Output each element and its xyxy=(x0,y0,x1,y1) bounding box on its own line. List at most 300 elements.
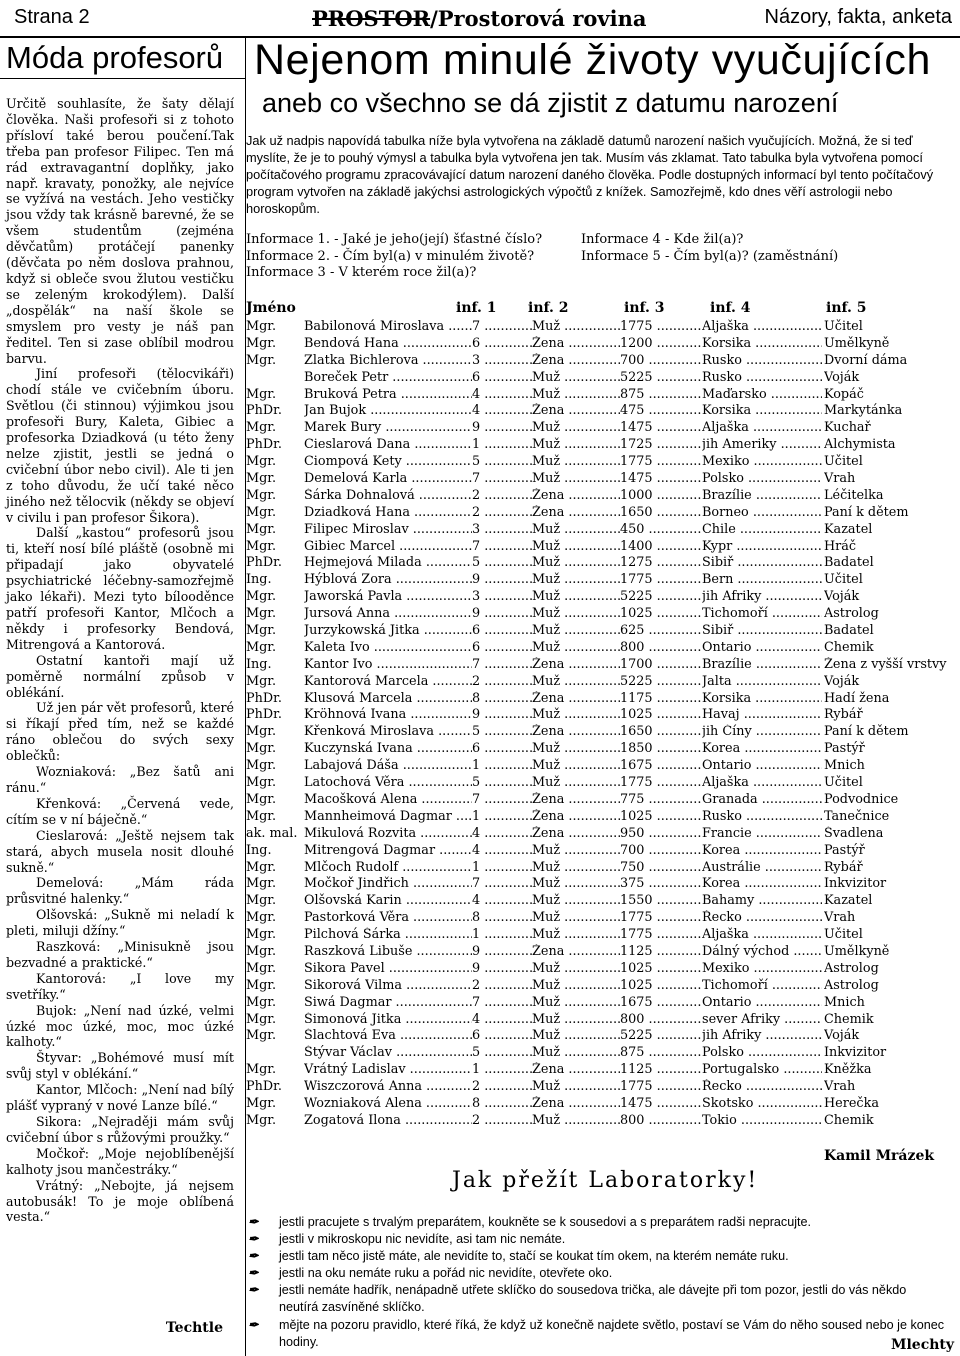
title-cell: Mgr. xyxy=(246,1095,277,1111)
header-inf5: inf. 5 xyxy=(826,300,867,316)
year-cell: 5225 ..... xyxy=(620,370,702,387)
table-row xyxy=(246,961,958,978)
place-cell: jih Afriky ..... xyxy=(702,1028,822,1045)
year-cell: 1725 ..... xyxy=(620,437,702,454)
place-cell: Portugalsko ..... xyxy=(702,1062,822,1079)
title-cell: Mgr. xyxy=(246,775,277,791)
title-cell: Mgr. xyxy=(246,335,277,351)
past-life-cell: Muž ..... xyxy=(532,640,620,657)
occupation-cell: Badatel xyxy=(824,555,874,571)
occupation-cell: Vrah xyxy=(824,910,856,926)
table-row xyxy=(246,555,958,572)
place-cell: Sibiř ..... xyxy=(702,555,822,572)
title-cell: Ing. xyxy=(246,572,272,588)
occupation-cell: Markytánka xyxy=(824,403,903,419)
left-paragraph: Močkoř: „Moje nejoblíbenější kalhoty jsou mančestráky.“ xyxy=(6,1145,234,1177)
occupation-cell: Paní k dětem xyxy=(824,504,909,520)
year-cell: 1025 ..... xyxy=(620,978,702,995)
table-row xyxy=(246,420,958,437)
name-cell: Pilchová Šárka ..... xyxy=(304,927,472,944)
lab-tip-text: jestli tam něco jistě máte, ale nevidíte to, stačí se koukat tím okem, na kterém nemáte ruku. xyxy=(279,1249,789,1264)
place-cell: jih Afriky ..... xyxy=(702,589,822,606)
place-cell: Korea ..... xyxy=(702,741,822,758)
lucky-number-cell: 4 ..... xyxy=(472,843,532,860)
lucky-number-cell: 2 ..... xyxy=(472,674,532,691)
name-cell: Bruková Petra ..... xyxy=(304,387,472,404)
title-cell: PhDr. xyxy=(246,1079,282,1095)
lucky-number-cell: 6 ..... xyxy=(472,741,532,758)
title-cell: Mgr. xyxy=(246,521,277,537)
place-cell: Mexiko ..... xyxy=(702,961,822,978)
past-life-cell: Žena ..... xyxy=(532,724,620,741)
year-cell: 1775 ..... xyxy=(620,927,702,944)
title-cell: Mgr. xyxy=(246,454,277,470)
table-row xyxy=(246,978,958,995)
past-life-cell: Muž ..... xyxy=(532,572,620,589)
lucky-number-cell: 2 ..... xyxy=(472,978,532,995)
table-row xyxy=(246,1012,958,1029)
name-cell: Babilonová Miroslava ..... xyxy=(304,319,472,336)
title-cell: ak. mal. xyxy=(246,825,298,841)
occupation-cell: Mnich xyxy=(824,758,865,774)
table-row xyxy=(246,387,958,404)
name-cell: Jurzykowská Jitka ..... xyxy=(304,623,472,640)
occupation-cell: Pastýř xyxy=(824,842,865,858)
title-cell: Mgr. xyxy=(246,1011,277,1027)
lab-tip-text: mějte na pozoru pravidlo, které říká, že když už konečně najdete světlo, postaví se Vám do něho soused nebo je konec hodiny. xyxy=(279,1317,945,1349)
year-cell: 950 ..... xyxy=(620,826,702,843)
place-cell: Ontario ..... xyxy=(702,995,822,1012)
occupation-cell: Paní k dětem xyxy=(824,724,909,740)
title-cell: PhDr. xyxy=(246,555,282,571)
year-cell: 1025 ..... xyxy=(620,707,702,724)
occupation-cell: Hadí žena xyxy=(824,690,890,706)
past-life-cell: Žena ..... xyxy=(532,403,620,420)
past-life-cell: Muž ..... xyxy=(532,927,620,944)
name-cell: Ciompová Kety ..... xyxy=(304,454,472,471)
name-cell: Křenková Miroslava ..... xyxy=(304,724,472,741)
year-cell: 625 ..... xyxy=(620,623,702,640)
left-paragraph: Wozniaková: „Bez šatů ani ránu.“ xyxy=(6,764,234,795)
left-paragraph: Cieslarová: „Ještě nejsem tak stará, abych musela nosit dlouhé sukně.“ xyxy=(6,827,234,875)
occupation-cell: Chemik xyxy=(824,1011,874,1027)
left-paragraph: Ostatní kantoři mají už poměrně normální způsob v oblékání. xyxy=(6,652,234,700)
lucky-number-cell: 3 ..... xyxy=(472,522,532,539)
past-life-cell: Muž ..... xyxy=(532,995,620,1012)
left-title-divider xyxy=(0,78,245,79)
name-cell: Olšovská Karin ..... xyxy=(304,893,472,910)
title-cell: Mgr. xyxy=(246,1112,277,1128)
name-cell: Jan Bujok ..... xyxy=(304,403,472,420)
past-life-cell: Muž ..... xyxy=(532,522,620,539)
title-cell: Mgr. xyxy=(246,639,277,655)
occupation-cell: Kuchař xyxy=(824,420,871,436)
place-cell: Mexiko ..... xyxy=(702,454,822,471)
name-cell: Kaleta Ivo ..... xyxy=(304,640,472,657)
title-cell: Mgr. xyxy=(246,910,277,926)
year-cell: 475 ..... xyxy=(620,403,702,420)
place-cell: Sibiř ..... xyxy=(702,623,822,640)
occupation-cell: Kopáč xyxy=(824,386,864,402)
name-cell: Siwá Dagmar ..... xyxy=(304,995,472,1012)
past-life-cell: Muž ..... xyxy=(532,775,620,792)
title-cell: Mgr. xyxy=(246,994,277,1010)
occupation-cell: Učitel xyxy=(824,775,863,791)
occupation-cell: Rybář xyxy=(824,859,863,875)
year-cell: 1775 ..... xyxy=(620,572,702,589)
lucky-number-cell: 9 ..... xyxy=(472,961,532,978)
lab-tip-item xyxy=(248,1265,948,1282)
table-row xyxy=(246,1113,958,1130)
place-cell: Aljaška ..... xyxy=(702,775,822,792)
past-life-cell: Žena ..... xyxy=(532,657,620,674)
place-cell: Borneo ..... xyxy=(702,505,822,522)
title-cell: Mgr. xyxy=(246,623,277,639)
occupation-cell: Kněžka xyxy=(824,1062,872,1078)
occupation-cell: Herečka xyxy=(824,1095,879,1111)
title-cell: Mgr. xyxy=(246,420,277,436)
title-cell: Mgr. xyxy=(246,876,277,892)
name-cell: Wiszczorová Anna ..... xyxy=(304,1079,472,1096)
past-life-cell: Muž ..... xyxy=(532,961,620,978)
name-cell: Jursová Anna ..... xyxy=(304,606,472,623)
past-life-cell: Muž ..... xyxy=(532,454,620,471)
lucky-number-cell: 4 ..... xyxy=(472,893,532,910)
table-row xyxy=(246,691,958,708)
title-cell: Mgr. xyxy=(246,606,277,622)
occupation-cell: Učitel xyxy=(824,927,863,943)
past-life-cell: Muž ..... xyxy=(532,910,620,927)
occupation-cell: Mnich xyxy=(824,994,865,1010)
occupation-cell: Astrolog xyxy=(824,977,879,993)
past-life-cell: Muž ..... xyxy=(532,860,620,877)
past-life-cell: Muž ..... xyxy=(532,623,620,640)
year-cell: 1025 ..... xyxy=(620,606,702,623)
teacher-table xyxy=(246,300,958,1130)
past-life-cell: Žena ..... xyxy=(532,505,620,522)
year-cell: 1025 ..... xyxy=(620,961,702,978)
year-cell: 5225 ..... xyxy=(620,674,702,691)
occupation-cell: Pastýř xyxy=(824,741,865,757)
title-cell: Mgr. xyxy=(246,673,277,689)
lab-tip-text: jestli na oku nemáte ruku a pořád nic nevidíte, otevřete oko. xyxy=(279,1266,613,1281)
lab-tip-item xyxy=(248,1317,948,1351)
lucky-number-cell: 6 ..... xyxy=(472,1028,532,1045)
lucky-number-cell: 1 ..... xyxy=(472,1062,532,1079)
past-life-cell: Žena ..... xyxy=(532,944,620,961)
info-legend-3: Informace 3 - V kterém roce žil(a)? xyxy=(246,265,477,280)
lucky-number-cell: 5 ..... xyxy=(472,775,532,792)
place-cell: Brazílie ..... xyxy=(702,657,822,674)
past-life-cell: Žena ..... xyxy=(532,826,620,843)
past-life-cell: Žena ..... xyxy=(532,691,620,708)
occupation-cell: Inkvizitor xyxy=(824,876,887,892)
name-cell: Dziadková Hana ..... xyxy=(304,505,472,522)
lucky-number-cell: 9 ..... xyxy=(472,606,532,623)
place-cell: Brazílie ..... xyxy=(702,488,822,505)
name-cell: Gibiec Marcel ..... xyxy=(304,539,472,556)
lucky-number-cell: 6 ..... xyxy=(472,370,532,387)
occupation-cell: Hráč xyxy=(824,538,857,554)
table-row xyxy=(246,589,958,606)
occupation-cell: Učitel xyxy=(824,319,863,334)
past-life-cell: Muž ..... xyxy=(532,606,620,623)
name-cell: Kantor Ivo ..... xyxy=(304,657,472,674)
main-article-title: Nejenom minulé životy vyučujících xyxy=(254,36,931,84)
occupation-cell: Učitel xyxy=(824,454,863,470)
lucky-number-cell: 2 ..... xyxy=(472,1079,532,1096)
struck-title: PROSTOR xyxy=(312,6,431,31)
left-paragraph: Další „kastou“ profesorů jsou ti, kteří nosí bílé pláště (osobně mi připadají jako obyvatelé psychiatrické léčebny-samozřejmě jako lékaři). Mezi tyto bílooděnce patří profesoři Kantor, Mlčoch a někdy i profesorky Bendová, Mitrengová a Kantorová. xyxy=(6,525,234,652)
table-row xyxy=(246,488,958,505)
name-cell: Cieslarová Dana ..... xyxy=(304,437,472,454)
past-life-cell: Žena ..... xyxy=(532,1062,620,1079)
lucky-number-cell: 1 ..... xyxy=(472,860,532,877)
name-cell: Šimonová Jitka ..... xyxy=(304,1012,472,1029)
table-row xyxy=(246,606,958,623)
name-cell: Hýblová Zora ..... xyxy=(304,572,472,589)
table-row xyxy=(246,1079,958,1096)
title-cell: Mgr. xyxy=(246,538,277,554)
left-paragraph: Kantorová: „I love my svetříky.“ xyxy=(6,970,234,1002)
past-life-cell: Muž ..... xyxy=(532,1045,620,1062)
title-cell: Mgr. xyxy=(246,758,277,774)
lucky-number-cell: 1 ..... xyxy=(472,927,532,944)
year-cell: 1775 ..... xyxy=(620,1079,702,1096)
table-row xyxy=(246,403,958,420)
year-cell: 1775 ..... xyxy=(620,910,702,927)
title-cell: Ing. xyxy=(246,656,272,672)
left-paragraph: Křenková: „Červená vede, cítím se v ní báječně.“ xyxy=(6,795,234,827)
title-cell: Mgr. xyxy=(246,859,277,875)
past-life-cell: Muž ..... xyxy=(532,758,620,775)
lab-tip-item xyxy=(248,1214,948,1231)
name-cell: Sikora Pavel ..... xyxy=(304,961,472,978)
name-cell: Kantorová Marcela ..... xyxy=(304,674,472,691)
left-paragraph: Už jen pár vět profesorů, které si říkají před tím, než se každé ráno oblečou do svých sexy oblečků: xyxy=(6,700,234,764)
table-row xyxy=(246,319,958,336)
year-cell: 1550 ..... xyxy=(620,893,702,910)
past-life-cell: Muž ..... xyxy=(532,555,620,572)
lucky-number-cell: 8 ..... xyxy=(472,691,532,708)
lucky-number-cell: 4 ..... xyxy=(472,387,532,404)
table-body xyxy=(246,319,958,1130)
year-cell: 1175 ..... xyxy=(620,691,702,708)
left-paragraph: Určitě souhlasíte, že šaty dělají člověka. Naši profesoři si z tohoto přísloví také berou poučení.Tak třeba pan profesor Filipec. Ten má rád extravagantní doplňky, jako např. kravaty, ponožky, ale nejvíce se vyžívá na vestách. Jeho vestičky jsou vždy tak krásně barevné, že se všem studentům (zejména děvčatům) protáčejí panenky (děvčata po něm doslova prahnou, když si obleče svou žlutou vestičku se zeleným krokodýlem). Další „dospělák“ na naší škole se smyslem pro vesty je náš pan ředitel. Ten si zase oblíbil modrou barvu. xyxy=(6,96,234,366)
lucky-number-cell: 7 ..... xyxy=(472,995,532,1012)
title-cell: Mgr. xyxy=(246,741,277,757)
lucky-number-cell: 6 ..... xyxy=(472,623,532,640)
past-life-cell: Muž ..... xyxy=(532,843,620,860)
place-cell: Rusko ..... xyxy=(702,370,822,387)
place-cell: Aljaška ..... xyxy=(702,927,822,944)
header-name: Jméno xyxy=(246,300,296,316)
occupation-cell: Umělkyně xyxy=(824,335,890,351)
lucky-number-cell: 7 ..... xyxy=(472,792,532,809)
left-article-body xyxy=(6,96,234,1225)
pen-nib-icon: ✒ xyxy=(248,1249,259,1264)
lab-article-signature: Mlechty xyxy=(890,1337,954,1353)
pen-nib-icon: ✒ xyxy=(248,1317,259,1332)
occupation-cell: Léčitelka xyxy=(824,487,884,503)
past-life-cell: Žena ..... xyxy=(532,336,620,353)
lucky-number-cell: 1 ..... xyxy=(472,809,532,826)
year-cell: 5225 ..... xyxy=(620,1028,702,1045)
title-cell: Mgr. xyxy=(246,943,277,959)
left-paragraph: Olšovská: „Sukně mi neladí k pleti, miluji džíny.“ xyxy=(6,907,234,939)
info-legend-1: Informace 1. - Jaké je jeho(její) šťastné číslo? xyxy=(246,232,543,247)
table-row xyxy=(246,707,958,724)
table-row xyxy=(246,471,958,488)
lucky-number-cell: 5 ..... xyxy=(472,1045,532,1062)
occupation-cell: Dvorní dáma xyxy=(824,352,908,368)
lab-tip-text: jestli nemáte hadřík, nenápadně utřete sklíčko do sousedova trička, ale dávejte při tom pozor, jestli do vás někdo neutírá zasvíněné sklíčko. xyxy=(279,1283,907,1315)
year-cell: 1700 ..... xyxy=(620,657,702,674)
title-cell: PhDr. xyxy=(246,707,282,723)
magazine-title xyxy=(312,6,646,31)
year-cell: 1850 ..... xyxy=(620,741,702,758)
past-life-cell: Muž ..... xyxy=(532,741,620,758)
place-cell: Korea ..... xyxy=(702,876,822,893)
table-row xyxy=(246,809,958,826)
year-cell: 1775 ..... xyxy=(620,775,702,792)
name-cell: Mlčoch Rudolf ..... xyxy=(304,860,472,877)
lab-tip-item xyxy=(248,1282,948,1316)
place-cell: jih Ameriky ..... xyxy=(702,437,822,454)
left-article-title: Móda profesorů xyxy=(6,40,224,75)
header-inf3: inf. 3 xyxy=(624,300,665,316)
table-row xyxy=(246,370,958,387)
occupation-cell: Chemik xyxy=(824,1112,874,1128)
year-cell: 1650 ..... xyxy=(620,724,702,741)
info-legend-2: Informace 2. - Čím byl(a) v minulém životě? xyxy=(246,249,535,264)
name-cell: Klusová Marcela ..... xyxy=(304,691,472,708)
table-row xyxy=(246,623,958,640)
table-row xyxy=(246,860,958,877)
name-cell: Mikulová Rozvita ..... xyxy=(304,826,472,843)
name-cell: Macošková Alena ..... xyxy=(304,792,472,809)
past-life-cell: Muž ..... xyxy=(532,1113,620,1130)
name-cell: Bendová Hana ..... xyxy=(304,336,472,353)
name-cell: Vrátný Ladislav ..... xyxy=(304,1062,472,1079)
header-inf4: inf. 4 xyxy=(710,300,751,316)
title-cell: Mgr. xyxy=(246,724,277,740)
lab-tips-list xyxy=(248,1214,948,1351)
title-cell: Ing. xyxy=(246,842,272,858)
occupation-cell: Badatel xyxy=(824,623,874,639)
table-row xyxy=(246,1096,958,1113)
place-cell: Austrálie ..... xyxy=(702,860,822,877)
table-row xyxy=(246,758,958,775)
name-cell: Zogatová Ilona ..... xyxy=(304,1113,472,1130)
place-cell: Rusko ..... xyxy=(702,809,822,826)
name-cell: Pastorková Věra ..... xyxy=(304,910,472,927)
lucky-number-cell: 2 ..... xyxy=(472,505,532,522)
pen-nib-icon: ✒ xyxy=(248,1215,259,1229)
place-cell: Kypr ..... xyxy=(702,539,822,556)
table-row xyxy=(246,657,958,674)
occupation-cell: Astrolog xyxy=(824,960,879,976)
left-paragraph: Demelová: „Mám ráda průsvitné halenky.“ xyxy=(6,875,234,907)
occupation-cell: Umělkyně xyxy=(824,943,890,959)
past-life-cell: Žena ..... xyxy=(532,488,620,505)
lab-article-title: Jak přežít Laboratorky! xyxy=(452,1168,759,1193)
past-life-cell: Žena ..... xyxy=(532,809,620,826)
table-row xyxy=(246,336,958,353)
lab-tip-text: jestli v mikroskopu nic nevidíte, asi tam nic nemáte. xyxy=(279,1232,566,1247)
past-life-cell: Muž ..... xyxy=(532,1079,620,1096)
table-row xyxy=(246,995,958,1012)
table-row xyxy=(246,910,958,927)
lucky-number-cell: 3 ..... xyxy=(472,353,532,370)
place-cell: Jalta ..... xyxy=(702,674,822,691)
occupation-cell: Vrah xyxy=(824,471,856,487)
table-row xyxy=(246,437,958,454)
table-row xyxy=(246,674,958,691)
occupation-cell: Chemik xyxy=(824,639,874,655)
name-cell: Wozniaková Alena ..... xyxy=(304,1096,472,1113)
title-cell: Mgr. xyxy=(246,791,277,807)
place-cell: Tichomoří ..... xyxy=(702,978,822,995)
year-cell: 1125 ..... xyxy=(620,1062,702,1079)
occupation-cell: Kazatel xyxy=(824,521,873,537)
lab-tip-item xyxy=(248,1248,948,1265)
lucky-number-cell: 7 ..... xyxy=(472,319,532,336)
main-article-intro: Jak už nadpis napovídá tabulka níže byla vytvořena na základě datumů narození našich vyučujících. Možná, že si teď myslíte, že je to pouhý výmysl a tabulka byla vytvořena jen tak. Musím vás zklamat. Tato tabulka byla vytvořena pomocí počítačového programu zpracovávající datum narození daného člověka. Podle dostupných informací byl tento počítačový program vytvořen na základě jakýchsi astrologických výpočtů z knížek. Samozřejmě, kdo dnes věří astrologii nebo horoskopům. xyxy=(246,133,934,216)
left-paragraph: Štyvar: „Bohémové musí mít svůj styl v oblékání.“ xyxy=(6,1050,234,1082)
lab-tip-item xyxy=(248,1231,948,1248)
name-cell: Hejmejová Milada ..... xyxy=(304,555,472,572)
lucky-number-cell: 9 ..... xyxy=(472,707,532,724)
title-cell: Mgr. xyxy=(246,319,277,334)
place-cell: Bahamy ..... xyxy=(702,893,822,910)
pen-nib-icon: ✒ xyxy=(248,1232,259,1247)
lucky-number-cell: 2 ..... xyxy=(472,1113,532,1130)
left-paragraph: Vrátný: „Nebojte, já nejsem autobusák! To je moje oblíbená vesta.“ xyxy=(6,1177,234,1225)
table-row xyxy=(246,741,958,758)
occupation-cell: Alchymista xyxy=(824,437,896,453)
header-inf1: inf. 1 xyxy=(456,300,497,316)
left-paragraph: Kantor, Mlčoch: „Není nad bílý plášť vypraný v nové Lanze bílé.“ xyxy=(6,1082,234,1114)
title-cell: Mgr. xyxy=(246,977,277,993)
place-cell: Havaj ..... xyxy=(702,707,822,724)
main-article-subtitle: aneb co všechno se dá zjistit z datumu narození xyxy=(262,88,839,118)
year-cell: 1000 ..... xyxy=(620,488,702,505)
place-cell: Korsika ..... xyxy=(702,691,822,708)
year-cell: 450 ..... xyxy=(620,522,702,539)
past-life-cell: Žena ..... xyxy=(532,1096,620,1113)
place-cell: Korea ..... xyxy=(702,843,822,860)
past-life-cell: Muž ..... xyxy=(532,707,620,724)
past-life-cell: Muž ..... xyxy=(532,539,620,556)
year-cell: 800 ..... xyxy=(620,640,702,657)
table-signature: Kamil Mrázek xyxy=(824,1148,935,1164)
table-row xyxy=(246,927,958,944)
year-cell: 1675 ..... xyxy=(620,995,702,1012)
year-cell: 700 ..... xyxy=(620,843,702,860)
past-life-cell: Muž ..... xyxy=(532,370,620,387)
place-cell: Ontario ..... xyxy=(702,640,822,657)
name-cell: Šlachtová Eva ..... xyxy=(304,1028,472,1045)
year-cell: 750 ..... xyxy=(620,860,702,877)
table-row xyxy=(246,944,958,961)
occupation-cell: Kazatel xyxy=(824,893,873,909)
page-header xyxy=(0,0,960,38)
past-life-cell: Muž ..... xyxy=(532,589,620,606)
lucky-number-cell: 6 ..... xyxy=(472,336,532,353)
left-paragraph: Raszková: „Minisukně jsou bezvadné a praktické.“ xyxy=(6,939,234,970)
title-cell: PhDr. xyxy=(246,690,282,706)
